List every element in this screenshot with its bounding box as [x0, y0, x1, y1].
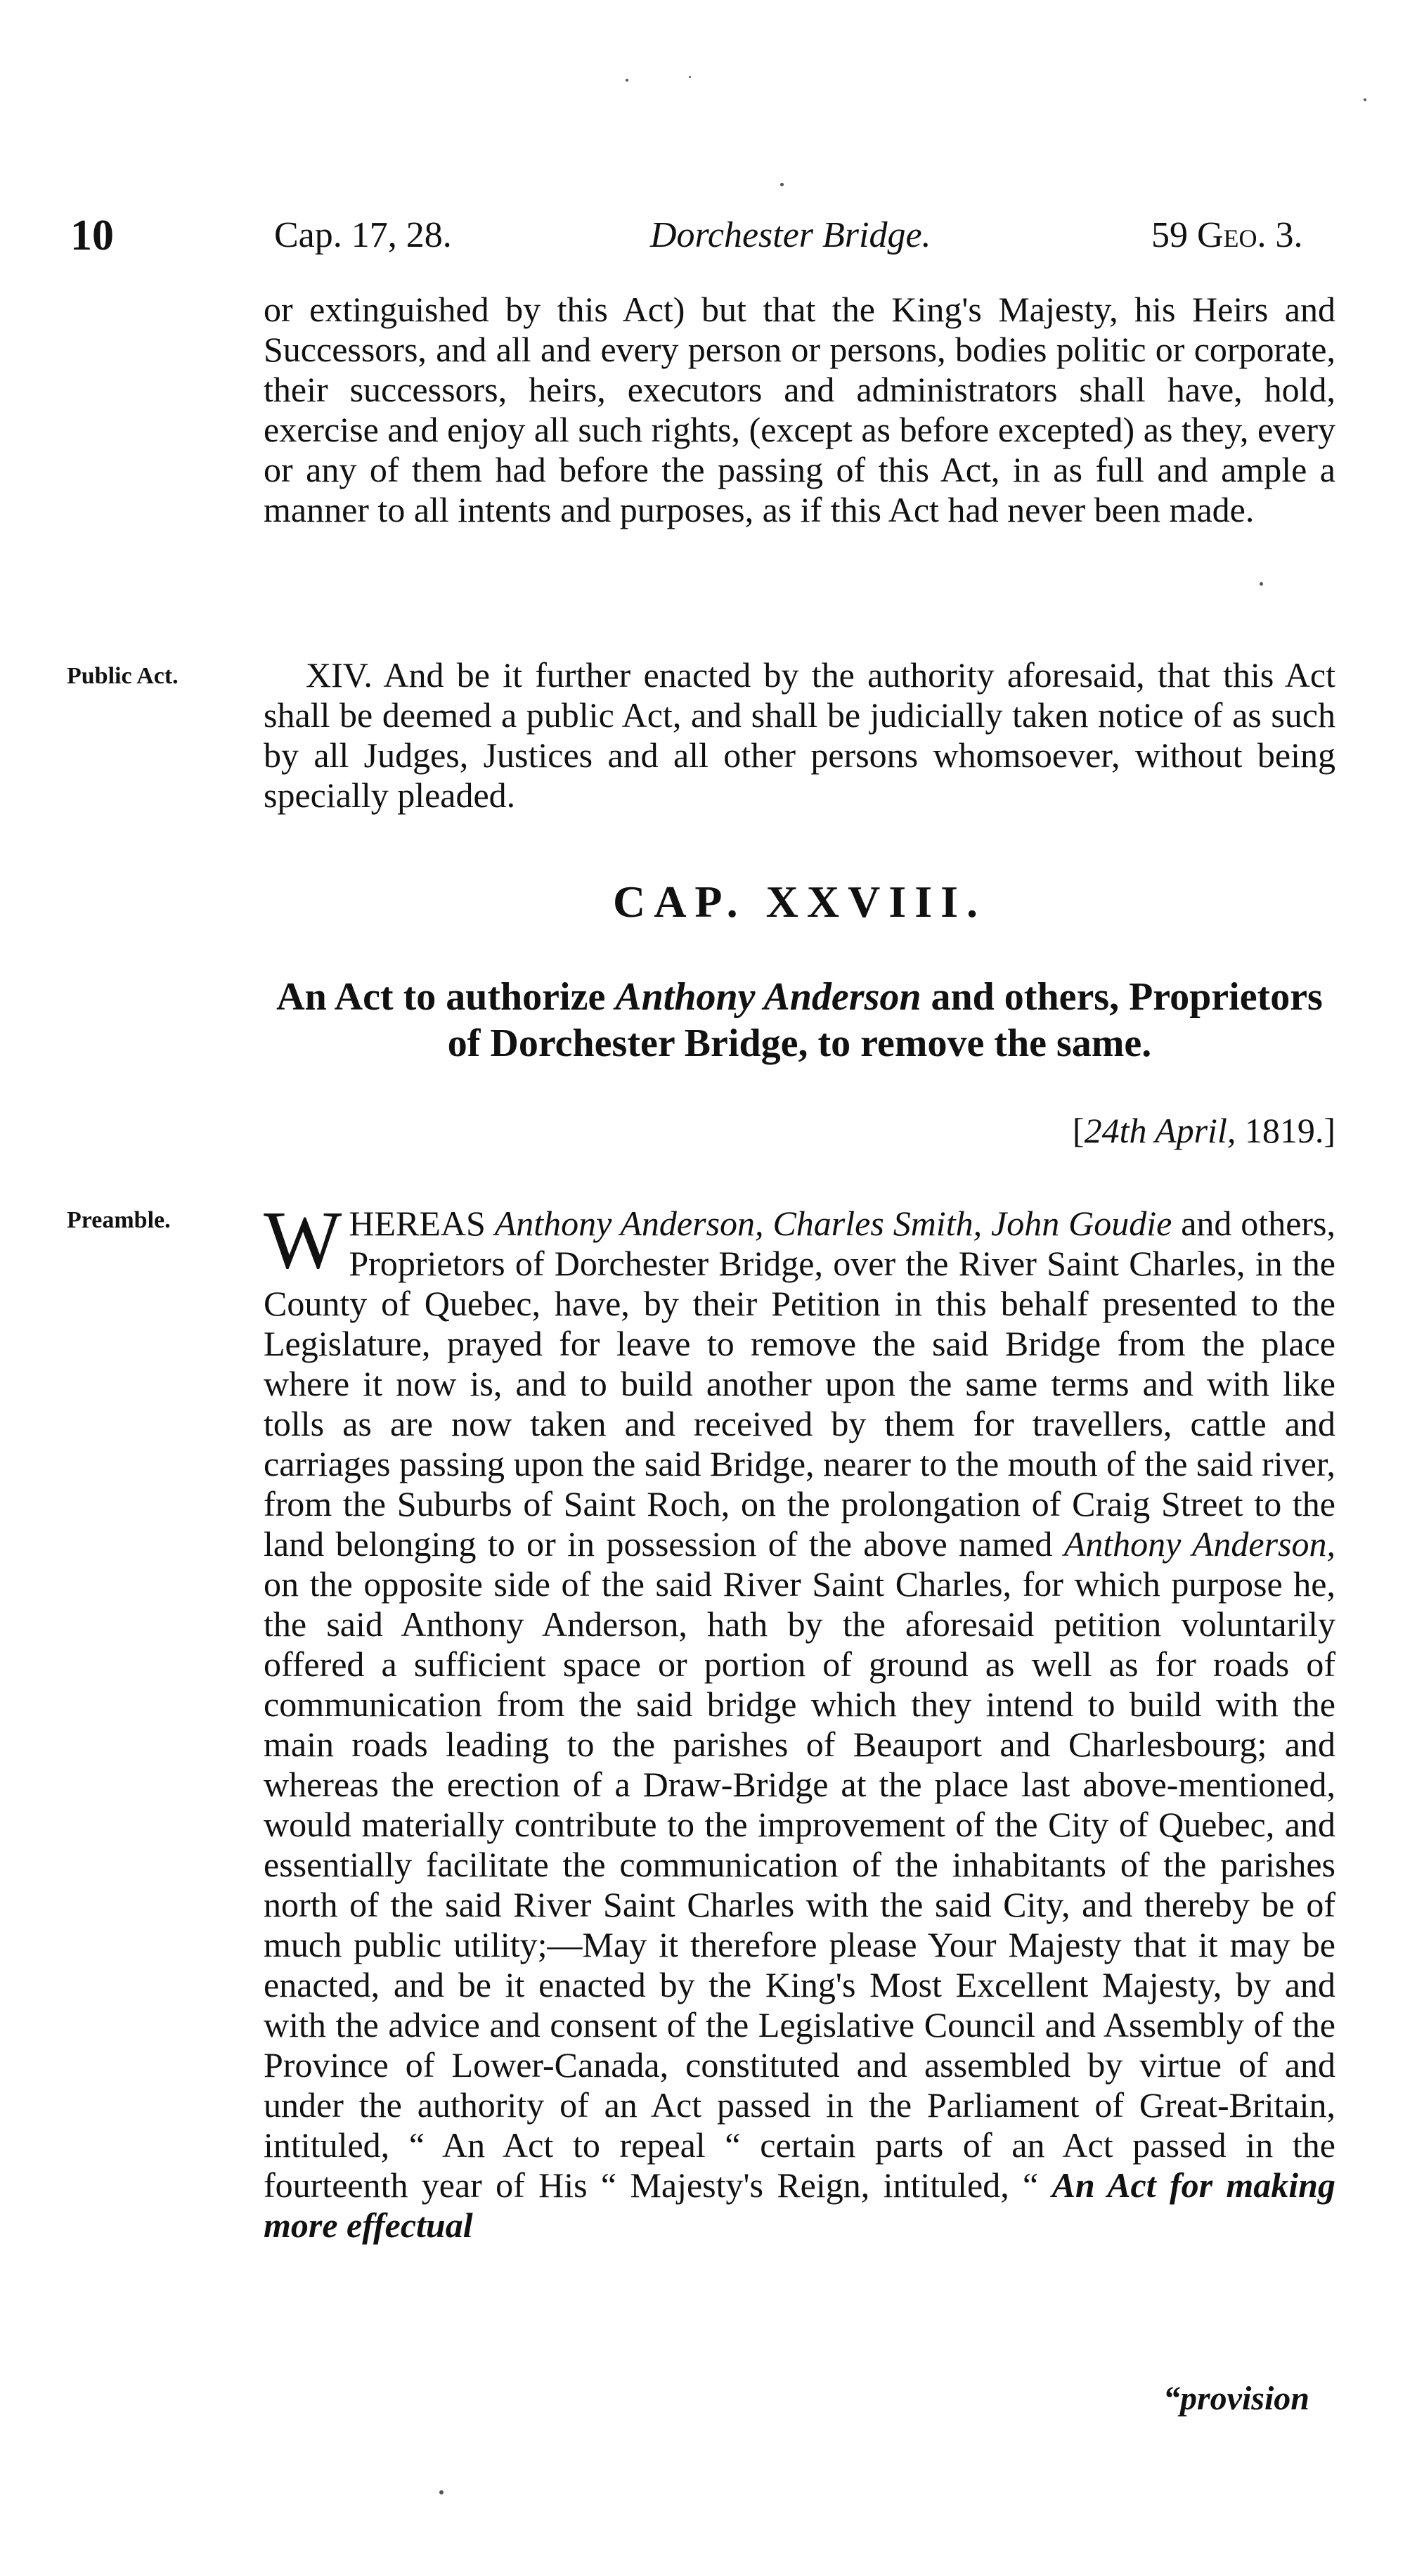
- preamble-lead: HEREAS: [349, 1204, 495, 1243]
- preamble-text-1: and others, Proprietors of Dorchester Bridge, over the River Saint Charles, in the County of Quebec, have, by their Petition in this behalf presented to the Legislature, prayed for leave to remove the said Bridge from the place where it now is, and to build another upon the same terms and with like tolls as are now taken and received by them for travellers, cattle and carriages passing upon the said Bridge, nearer to the mouth of the said river, from the Suburbs of Saint Roch, on the prolongation of Craig Street to the land belonging to or in possession of the above named: [264, 1204, 1335, 1564]
- chapter-reference: Cap. 17, 28.: [274, 215, 452, 255]
- ink-speck: [689, 76, 691, 78]
- regnal-number: 59: [1151, 215, 1188, 255]
- cap-heading: CAP. XXVIII.: [612, 877, 987, 927]
- ink-speck: [1260, 582, 1263, 586]
- section-continuation: or extinguished by this Act) but that the King's Majesty, his Heirs and Successors, and all and every person or persons, bodies politic or corporate, their successors, heirs, executors and administrators shall have, hold, exercise and enjoy all such rights, (except as before excepted) as they, every or any of them had before the passing of this Act, in as full and ample a manner to all intents and purposes, as if this Act had never been made.: [264, 290, 1335, 529]
- drop-cap: W: [264, 1194, 342, 1286]
- ink-speck: [439, 2490, 444, 2494]
- preamble-italic-end: An Act for making more effectual: [264, 2165, 1335, 2245]
- margin-note-public-act: Public Act.: [67, 663, 179, 689]
- act-title-post: and others, Proprietors of Dorchester Bridge, to remove the same.: [447, 975, 1323, 1065]
- act-date-open: [: [1072, 1111, 1085, 1150]
- running-title: Dorchester Bridge.: [650, 215, 931, 255]
- act-title-name: Anthony Anderson: [615, 975, 921, 1019]
- act-date-day: 24th April,: [1084, 1111, 1236, 1150]
- regnal-year: [1151, 211, 1303, 260]
- preamble-name-2: Anthony Anderson,: [1063, 1524, 1335, 1564]
- act-date-year: 1819.]: [1236, 1111, 1335, 1150]
- preamble-text-2: on the opposite side of the said River Saint Charles, for which purpose he, the said Anthony Anderson, hath by the aforesaid petition voluntarily offered a sufficient space or portion of ground as well as for roads of communication from the said bridge which they intend to build with the main roads leading to the parishes of Beauport and Charlesbourg; and whereas the erection of a Draw-Bridge at the place last above-mentioned, would materially contribute to the improvement of the City of Quebec, and essentially facilitate the communication of the inhabitants of the parishes north of the said River Saint Charles with the said City, and thereby be of much public utility;—May it therefore please Your Majesty that it may be enacted, and be it enacted by the King's Most Excellent Majesty, by and with the advice and consent of the Legislative Council and Assembly of the Province of Lower-Canada, constituted and assembled by virtue of and under the authority of an Act passed in the Parliament of Great-Britain, intituled, “ An Act to repeal “ certain parts of an Act passed in the fourteenth year of His “ Majesty's Reign, intituled, “: [264, 1564, 1335, 2205]
- margin-note-preamble: Preamble.: [67, 1207, 171, 1233]
- ink-speck: [780, 183, 784, 186]
- section-xiv: XIV. And be it further enacted by the authority aforesaid, that this Act shall be deemed a public Act, and shall be judicially taken notice of as such by all Judges, Justices and all other persons whomsoever, without being specially pleaded.: [264, 655, 1335, 815]
- regnal-king: Geo: [1197, 215, 1257, 255]
- ink-speck: [1364, 98, 1366, 101]
- preamble-names: Anthony Anderson, Charles Smith, John Goudie: [494, 1204, 1172, 1243]
- preamble-text: [264, 1194, 1335, 2246]
- act-title: [264, 974, 1335, 1067]
- catchword: “provision: [1163, 2380, 1309, 2417]
- regnal-year-suffix: . 3.: [1257, 215, 1303, 255]
- ink-speck: [626, 79, 628, 82]
- act-date: [264, 1109, 1335, 1152]
- act-title-pre: An Act to authorize: [276, 975, 616, 1019]
- page-number: 10: [70, 212, 114, 259]
